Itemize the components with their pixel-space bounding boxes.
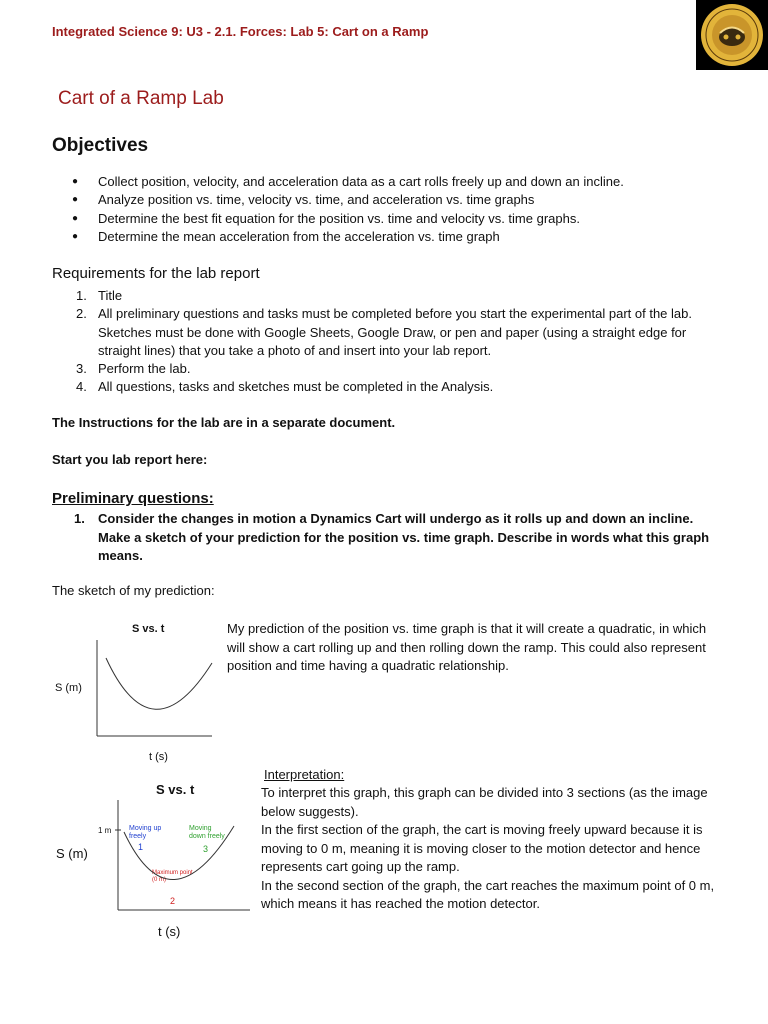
position-curve [124, 826, 234, 880]
instructions-note: The Instructions for the lab are in a separate document. [52, 415, 396, 430]
prediction-graph [52, 618, 222, 768]
list-item: ● Analyze position vs. time, velocity vs. time, and acceleration vs. time graphs [72, 191, 752, 209]
prediction-paragraph: My prediction of the position vs. time graph is that it will create a quadratic, in which will show a cart rolling up and then rolling down the ramp. This could also represent position and time having a quadratic relationship. [227, 621, 707, 673]
interpretation-heading: Interpretation: [264, 767, 345, 782]
section-3-label: Moving down freely [189, 825, 225, 840]
objectives-heading: Objectives [52, 135, 149, 156]
graph-plot [52, 780, 257, 920]
graph-title: S vs. t [156, 782, 195, 797]
y-axis-label: S (m) [55, 682, 82, 694]
preliminary-heading: Preliminary questions: [52, 490, 214, 507]
section-3-number: 3 [203, 844, 209, 854]
tick-label: 1 m [98, 826, 112, 835]
list-item: 4. All questions, tasks and sketches must be completed in the Analysis. [76, 379, 494, 395]
course-header: Integrated Science 9: U3 - 2.1. Forces: Lab 5: Cart on a Ramp [52, 24, 429, 39]
sketch-label: The sketch of my prediction: [52, 583, 215, 598]
section-2-label: Maximum point (0 m) [152, 870, 193, 883]
graph-plot [52, 618, 222, 748]
list-item: ● Determine the best fit equation for the position vs. time and velocity vs. time graphs. [72, 210, 752, 228]
interpretation-graph [52, 780, 257, 950]
graph-title: S vs. t [132, 623, 165, 635]
x-axis-label: t (s) [149, 751, 168, 763]
section-1-label: Moving up freely [129, 825, 162, 840]
list-item: 2. All preliminary questions and tasks must be completed before you start the experimental part of the lab. Sketches must be done with Google Sheets, Google Draw, or pen and paper (using a straight edge for straight lines) that you take a photo of and insert into your lab report. [76, 306, 692, 358]
section-2-number: 2 [170, 896, 176, 906]
start-note: Start you lab report here: [52, 452, 208, 467]
x-axis-label: t (s) [158, 924, 181, 939]
question-1: 1. Consider the changes in motion a Dynamics Cart will undergo as it rolls up and down an incline. Make a sketch of your prediction for the position vs. time graph. Describe in words what this graph means. [74, 511, 710, 563]
prediction-curve [106, 658, 212, 709]
list-item: 1. Title [76, 288, 123, 303]
interpretation-paragraph: To interpret this graph, this graph can be divided into 3 sections (as the image below suggests). In the first section of the graph, the cart is moving freely upward because it is moving to 0 m, meaning it is moving closer to the motion detector and hence represents cart going up the ramp. In the second section of the graph, the cart reaches the maximum point of 0 m, which means it has reached the motion detector. [261, 785, 715, 911]
objectives-list [72, 173, 752, 246]
section-1-number: 1 [138, 842, 144, 852]
requirements-list [72, 287, 712, 397]
list-item: ● Determine the mean acceleration from the acceleration vs. time graph [72, 228, 752, 246]
list-item: 3. Perform the lab. [76, 361, 191, 377]
document-title: Cart of a Ramp Lab [58, 88, 224, 109]
list-item: ● Collect position, velocity, and acceleration data as a cart rolls freely up and down an incline. [72, 173, 752, 191]
y-axis-label: S (m) [56, 846, 88, 861]
seal-icon [696, 0, 768, 70]
requirements-heading: Requirements for the lab report [52, 265, 260, 282]
school-logo [696, 0, 768, 70]
